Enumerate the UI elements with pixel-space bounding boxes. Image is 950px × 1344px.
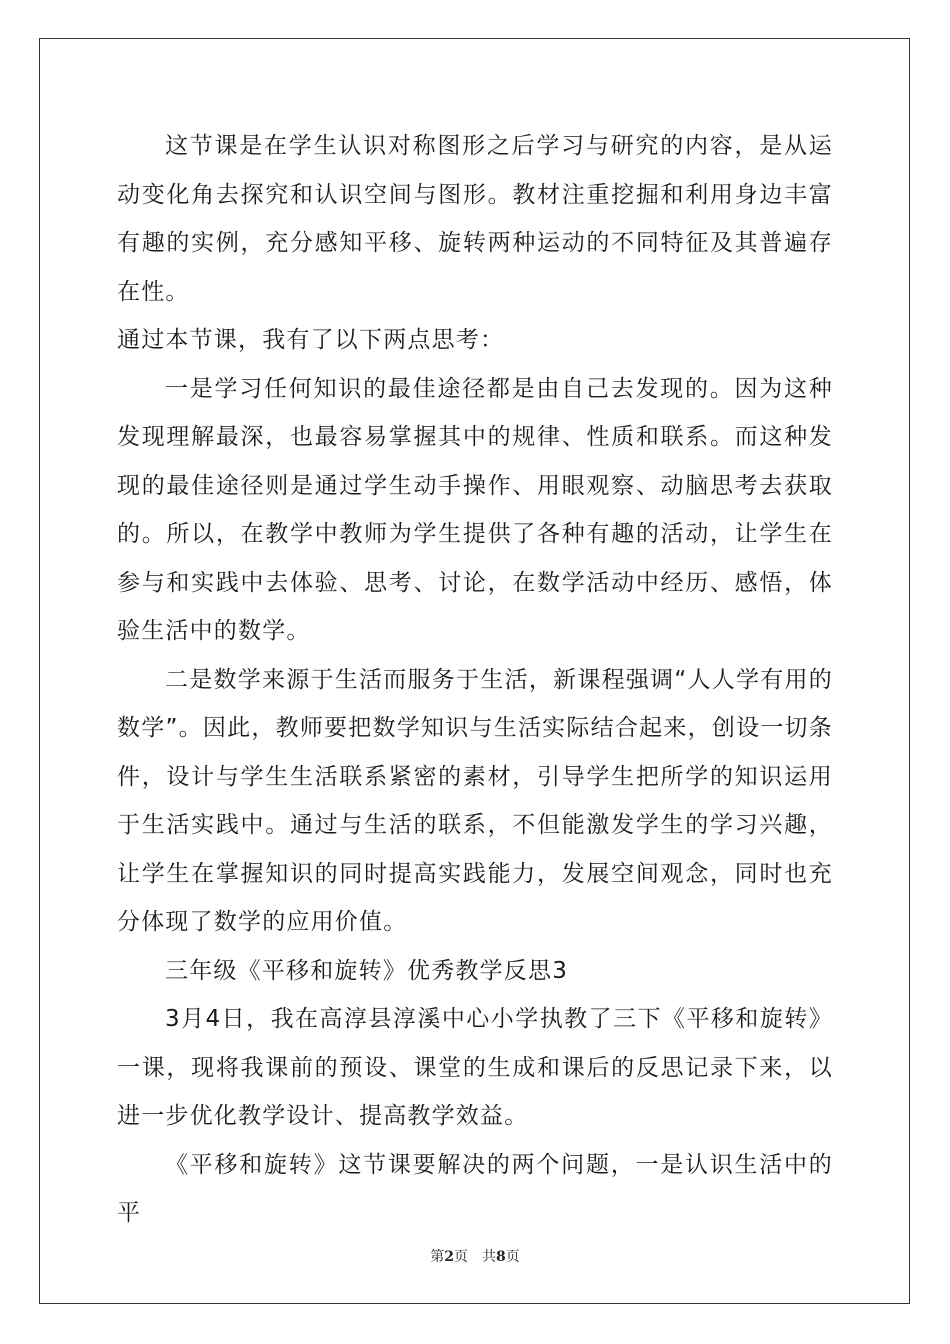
page-prefix: 第 — [430, 1249, 445, 1265]
page-suffix: 页 — [454, 1249, 468, 1265]
paragraph-1: 这节课是在学生认识对称图形之后学习与研究的内容，是从运动变化角去探究和认识空间与图形。教材注重挖掘和利用身边丰富有趣的实例，充分感知平移、旋转两种运动的不同特征及其普遍存在性。 — [117, 133, 833, 305]
document-body — [117, 122, 833, 1238]
paragraph-6: 《平移和旋转》这节课要解决的两个问题，一是认识生活中的平 — [117, 1151, 833, 1226]
paragraph-3: 一是学习任何知识的最佳途径都是由自己去发现的。因为这种发现理解最深，也最容易掌握其中的规律、性质和联系。而这种发现的最佳途径则是通过学生动手操作、用眼观察、动脑思考去获取的。所以，在教学中教师为学生提供了各种有趣的活动，让学生在参与和实践中去体验、思考、讨论，在数学活动中经历、感悟，体验生活中的数学。 — [117, 375, 833, 644]
total-prefix: 共 — [482, 1249, 496, 1265]
paragraph-4: 二是数学来源于生活而服务于生活，新课程强调“人人学有用的数学”。因此，教师要把数学知识与生活实际结合起来，创设一切条件，设计与学生生活联系紧密的素材，引导学生把所学的知识运用于生活实践中。通过与生活的联系，不但能激发学生的学习兴趣，让学生在掌握知识的同时提高实践能力，发展空间观念，同时也充分体现了数学的应用价值。 — [117, 666, 833, 935]
paragraph-2: 通过本节课，我有了以下两点思考： — [117, 327, 505, 353]
paragraph-5: 3月4日，我在高淳县淳溪中心小学执教了三下《平移和旋转》一课，现将我课前的预设、课堂的生成和课后的反思记录下来，以进一步优化教学设计、提高教学效益。 — [117, 1006, 833, 1129]
page-total: 8 — [496, 1249, 506, 1265]
page-current: 2 — [444, 1249, 454, 1265]
total-suffix: 页 — [505, 1249, 520, 1265]
page-footer — [0, 1246, 950, 1266]
section-heading: 三年级《平移和旋转》优秀教学反思3 — [165, 957, 569, 984]
